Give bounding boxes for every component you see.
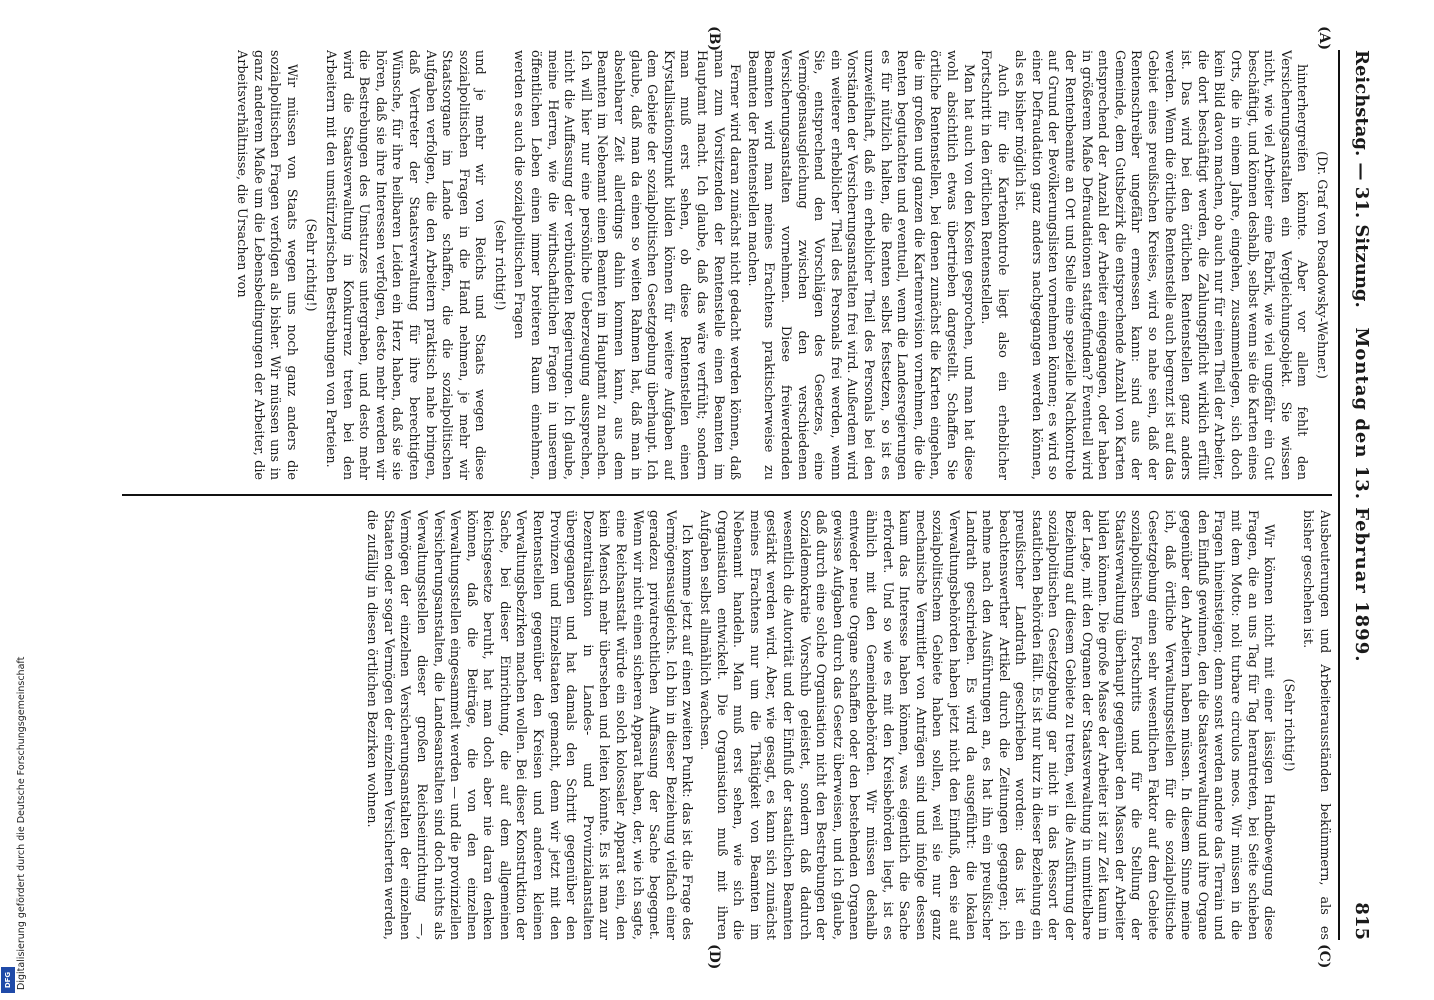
paragraph: Ich komme jetzt auf einen zweiten Punkt: das ist die Frage des Vermögensausgleichs. Ich bin in dieser Beziehung vielfach einer geradezu privatrechtlichen Auffassung der Sache begegnet. Wenn wir nicht einen sicheren Apparat haben, der, wie ich sagte, eine Reichsanstalt würde ein solch kolossaler Apparat sein, den kein Mensch mehr übersehen und leiten könnte. Es ist man zur Dezentralisation in Landes- und Provinzialanstalten übergegangen und hat damals den Schritt gegenüber den Provinzen und Einzelstaaten gemacht, denn wir jetzt mit den Rentenstellen gegenüber den Kreisen und anderen kleinen Verwaltungsbezirken machen wollen. Bei dieser Konstruktion der Sache, bei dieser Einrichtung, die auf dem allgemeinen Reichsgesetze beruht, hat man doch aber nie daran denken können, daß die Beiträge, die von den einzelnen Verwaltungsstellen eingesammelt werden — und die provinziellen Versicherungsanstalten, die Landesanstalten sind doch nichts als Verwaltungsstellen dieser großen Reichseinrichtung —, Vermögen der einzelnen Versicherungsanstalten der einzelnen Staaten oder sogar Vermögen der einzelnen Versicherten werden, die zufällig in diesen örtlichen Bezirken wohnen. [364,510,695,940]
interjection: (Dr. Graf von Posadowsky-Wehner.) [1314,151,1329,379]
header-session: Reichstag. — 31. Sitzung. [1351,50,1372,308]
credit-text: Digitalisierung gefördert durch die Deutsche Forschungsgemeinschaft [16,656,27,990]
interjection: (sehr richtig!) [491,219,507,311]
margin-mark-b: (B) [706,26,722,52]
margin-mark-c: (C) [1316,944,1332,969]
page-number: 815 [1351,902,1372,940]
header-date: Montag den 13. Februar 1899. [1351,327,1372,663]
left-column [122,50,1332,480]
header-rule [1338,50,1340,940]
digitization-credit [2,600,27,990]
rotated-page [100,26,1390,970]
paragraph: Man hat auch von den Kosten gesprochen, und man hat diese wohl absichtlich etwas übertrieben dargestellt. Schaffen Sie örtliche Rentenstellen, bei denen zunächst die Karten eingehen, die im großen und ganzen die Kartenrevision vornehmen, die die Renten begutachten und eventuell, wenn die Landesregierungen es für nützlich halten, die Renten selbst festsetzen, so ist es unzweifelhaft, daß ein erheblicher Theil des Personals bei den Vorständen der Versicherungsanstalten frei wird. Außerdem wird ein weiterer erheblicher Theil des Personals frei werden, wenn Sie, entsprechend den Vorschlägen des Gesetzes, eine Vermögensausgleichung zwischen den verschiedenen Versicherungsanstalten vornehmen. Diese freiwerdenden Beamten wird man meines Erachtens praktischerweise zu Beamten der Rentenstellen machen. [744,50,976,480]
paragraph: Ferner wird daran zunächst nicht gedacht werden können, daß man zum Vorsitzenden der Rentenstelle einen Beamten im Hauptamt macht. Ich glaube, daß das wäre verfrüht; sondern man muß erst sehen, ob diese Rentenstellen einen Krystallisationspunkt bilden können für weitere Aufgaben auf dem Gebiete der sozialpolitischen Gesetzgebung überhaupt. Ich glaube, daß man da einen so weiten Rahmen hat, daß man in absehbarer Zeit allerdings dahin kommen kann, aus dem Beamten im Nebenamt einen Beamten im Hauptamt zu machen. Ich will hier nur eine persönliche Ueberzeugung aussprechen, nicht die Auffassung der verbündeten Regierungen. Ich glaube, meine Herren, wie die wirthschaftlichen Fragen in unserem öffentlichen Leben einen immer breiteren Raum einnehmen, werden es auch die sozialpolitischen Fragen [511,50,743,480]
right-column [122,510,1332,940]
paragraph: Wir können nicht mit einer lässigen Handbewegung diese Fragen, die an uns Tag für Tag herantreten, bei Seite schieben mit dem Motto: noli turbare circulos meos. Wir müssen in die Fragen hineinsteigen; denn sonst werden andere das Terrain und den Einfluß gewinnen, den die Staatsverwaltung und ihre Organe gegenüber den Arbeitern haben müssen. In diesem Sinne meine ich, daß örtliche Verwaltungsstellen für die sozialpolitische Gesetzgebung einen sehr wesentlichen Faktor auf dem Gebiete sozialpolitischen Fortschritts und für die Stellung der Staatsverwaltung überhaupt gegenüber den Massen der Arbeiter bilden können. Die große Masse der Arbeiter ist zur Zeit kaum in der Lage, mit den Organen der Staatsverwaltung in unmittelbare Beziehung auf diesem Gebiete zu treten, weil die Ausführung der sozialpolitischen Gesetzgebung gar nicht in das Ressort der staatlichen Behörden fällt. Es ist nur kurz in dieser Beziehung ein preußischer Landrath geschrieben worden: das ist ein beachtenswerther Artikel durch die Zeitungen gegangen; ich nehme nach den Ausführungen an, es hat ihn ein preußischer Landrath geschrieben. Es wird da ausgeführt: die lokalen Verwaltungsbehörden haben jetzt nicht den Einfluß, den sie auf sozialpolitischem Gebiete haben sollen, weil sie nur ganz mechanische Vermittler von Anträgen sind und infolge dessen kaum das Interesse haben können, was eigentlich die Sache erfordert. Und so wie es mit den Kreisbehörden liegt, ist es ähnlich mit den Gemeindebehörden. Wir müssen deshalb entweder neue Organe schaffen oder den bestehenden Organen gewisse Aufgaben durch das Gesetz überweisen, und ich glaube, daß durch eine solche Organisation nicht den Bestrebungen der Sozialdemokratie Vorschub geleistet, sondern daß dadurch wesentlich die Autorität und der Einfluß der staatlichen Beamten gestärkt werden wird. Aber, wie gesagt, es kann sich zunächst meines Erachtens nur um die Thätigkeit von Beamten im Nebenamt handeln. Man muß erst sehen, wie sich die Organisation entwickelt. Die Organisation muß mit ihren Aufgaben selbst allmählich wachsen. [697,510,1277,940]
paragraph: und je mehr wir von Reichs und Staats wegen diese sozialpolitischen Fragen in die Hand nehmen, je mehr wir Staatsorgane im Lande schaffen, die die sozialpolitischen Aufgaben verfolgen, die den Arbeitern praktisch nahe bringen, daß Vertreter der Staatsverwaltung für ihre berechtigten Wünsche, für ihre heilbaren Leiden ein Herz haben, daß sie sie hören, daß sie ihre Interessen verfolgen, desto mehr werden wir die Bestrebungen des Umsturzes untergraben, und desto mehr wird die Staatsverwaltung in Konkurrenz treten bei den Arbeitern mit den umstürzlerischen Bestrebungen von Parteien. [322,50,488,480]
margin-mark-a: (A) [1316,26,1332,51]
paragraph: Auch für die Kartenkontrole liegt also ein erheblicher Fortschritt in den örtlichen Rentenstellen. [978,50,1010,480]
page-header [1342,50,1382,940]
margin-mark-d: (D) [706,944,722,970]
interjection: (Sehr richtig!) [303,218,319,312]
paragraph: Ausbeuterungen und Arbeiterausständen bekümmern, als es bisher geschehen ist. [1300,510,1332,940]
paragraph: Wir müssen von Staats wegen uns noch ganz anders die sozialpolitischen Fragen verfolgen als bisher. Wir müssen uns in ganz anderem Maße um die Lebensbedingungen der Arbeiter, die Arbeitsverhältnisse, die Ursachen von [234,50,299,480]
column-divider [122,494,1332,496]
interjection: (Sehr richtig!) [1280,678,1296,772]
paragraph: hinterhergreifen könnte. Aber vor allem fehlt den Versicherungsanstalten ein Vergleichungsobjekt. Sie wissen nicht, wie viel Arbeiter eine Fabrik, wie viel ungefähr ein Gut beschäftigt, und können deshalb, selbst wenn sie die Karten eines Orts, die in einem Jahre, eingehen, zusammenlegen, sich doch kein Bild davon machen, ob auch nur für einen Theil der Arbeiter, die dort beschäftigt werden, die Zahlungspflicht wirklich erfüllt ist. Das wird bei den örtlichen Rentenstellen ganz anders werden. Wenn die örtliche Rentenstelle auch begrenzt ist auf das Gebiet eines preußischen Kreises, wird so nahe sein, daß der Rentenschreiber ungefähr ermessen kann: sind aus der Gemeinde, dem Gutsbezirk die entsprechende Anzahl von Karten entsprechend der Anzahl der Arbeiter eingegangen, oder haben in größerem Maße Defraudationen stattgefunden? Eventuell wird der Rentenbeamte an Ort und Stelle eine spezielle Nachkontrole auf Grund der Bevölkerungslisten vornehmen können; es wird so einer Defraudation ganz anders nachgegangen werden können, als es bisher möglich ist. [1012,50,1310,480]
dfg-logo: DFG [1,967,15,993]
